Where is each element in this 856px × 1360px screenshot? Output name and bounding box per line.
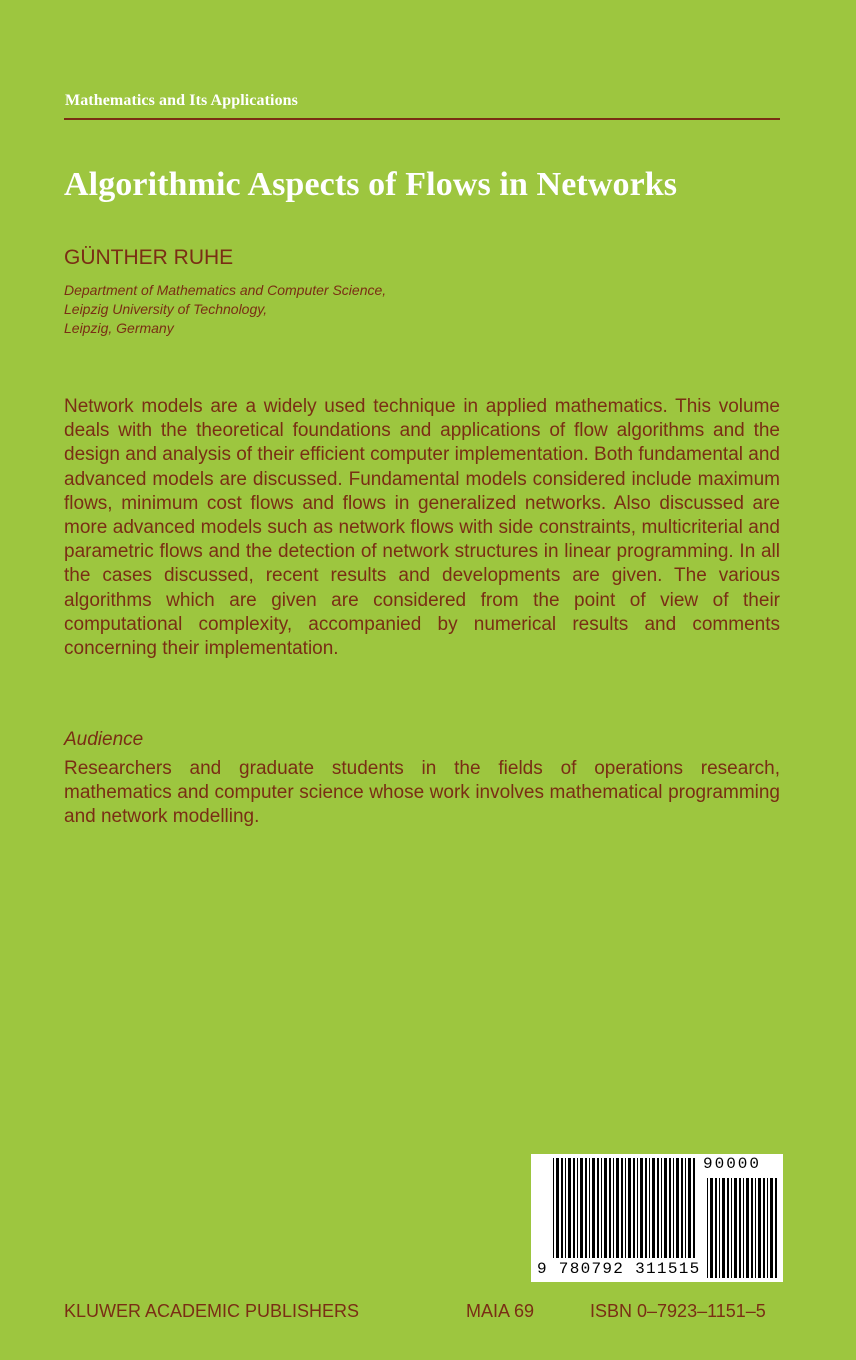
barcode-addon-digits: 90000: [703, 1155, 762, 1173]
series-number: MAIA 69: [466, 1301, 535, 1321]
author-affiliation: [64, 281, 386, 338]
book-description: Network models are a widely used technique in applied mathematics. This volume deals with the theoretical foundations and applications of flow algorithms and the design and analysis of their efficient computer implementation. Both fundamental and advanced models are discussed. Fundamental models considered include maximum flows, minimum cost flows and flows in generalized networks. Also discussed are more advanced models such as network flows with side constraints, multicriterial and parametric flows and the detection of network structures in linear programming. In all the cases discussed, recent results and developments are given. The various algorithms which are given are considered from the point of view of their computational complexity, accompanied by numerical results and comments concerning their implementation.: [64, 396, 780, 660]
affiliation-line: Leipzig University of Technology,: [64, 301, 268, 317]
affiliation-line: Department of Mathematics and Computer Science,: [64, 282, 387, 298]
series-title: Mathematics and Its Applications: [65, 92, 298, 109]
book-title: Algorithmic Aspects of Flows in Networks: [64, 166, 678, 203]
audience-heading: Audience: [64, 729, 144, 750]
author-name: GÜNTHER RUHE: [64, 246, 234, 269]
affiliation-line: Leipzig, Germany: [64, 320, 174, 336]
publisher-name: KLUWER ACADEMIC PUBLISHERS: [64, 1301, 360, 1321]
isbn-barcode: [531, 1154, 783, 1282]
series-divider: [64, 118, 780, 120]
isbn-number: ISBN 0–7923–1151–5: [590, 1301, 766, 1321]
barcode-digits: 9 780792 311515: [537, 1260, 701, 1278]
audience-text: Researchers and graduate students in the fields of operations research, mathematics and computer science whose work involves mathematical programming and network modelling.: [64, 758, 780, 828]
